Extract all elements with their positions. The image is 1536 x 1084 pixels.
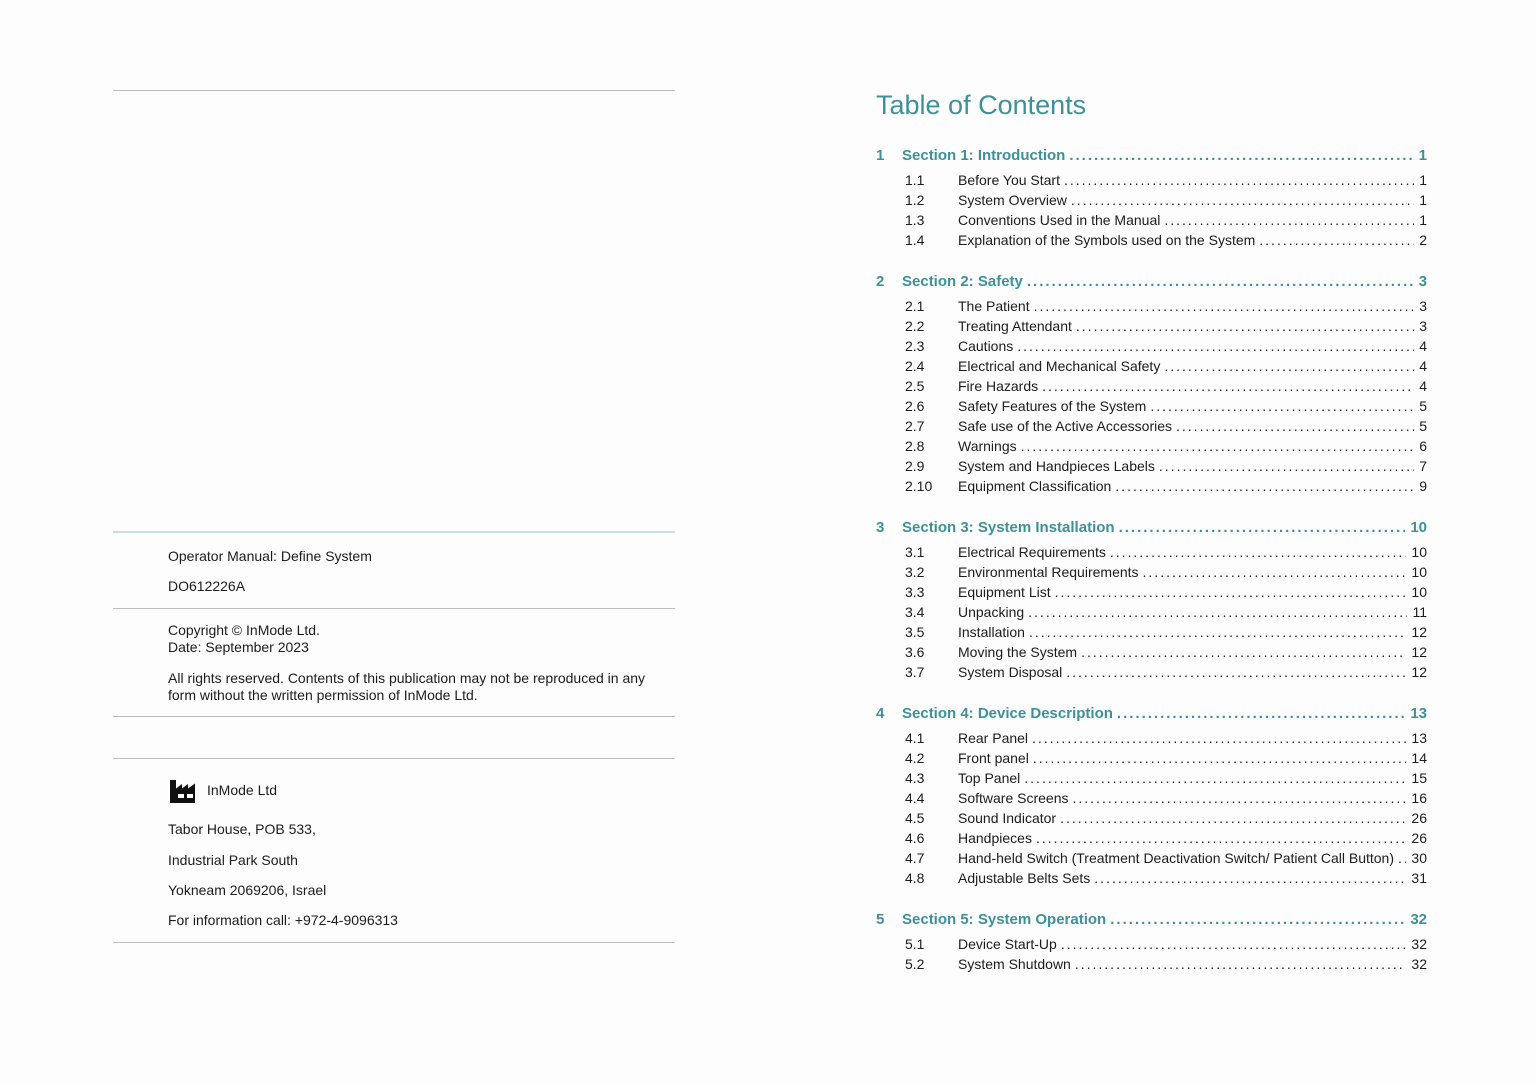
dot-leader <box>1150 396 1414 416</box>
toc-item-page: 4 <box>1419 338 1427 354</box>
toc-item-title: Explanation of the Symbols used on the System <box>958 232 1256 248</box>
dot-leader <box>1036 828 1406 848</box>
toc-item-page: 12 <box>1411 664 1427 680</box>
toc-section-page: 10 <box>1410 519 1427 536</box>
toc-item-title: Handpieces <box>958 830 1032 846</box>
separator-line <box>113 716 675 717</box>
manual-title: Operator Manual: Define System <box>168 548 372 564</box>
toc-item-title: Rear Panel <box>958 730 1029 746</box>
toc-item-entry[interactable] <box>876 210 1427 230</box>
dot-leader <box>1117 704 1405 724</box>
toc-item-page: 5 <box>1419 418 1427 434</box>
toc-item-page: 32 <box>1411 956 1427 972</box>
toc-item-entry[interactable] <box>876 336 1427 356</box>
toc-item-number: 3.2 <box>905 564 925 580</box>
toc-item-entry[interactable] <box>876 296 1427 316</box>
toc-section-number: 2 <box>876 273 885 290</box>
toc-item-page: 32 <box>1411 936 1427 952</box>
toc-item-title: The Patient <box>958 298 1030 314</box>
dot-leader <box>1029 622 1406 642</box>
toc-item-entry[interactable] <box>876 170 1427 190</box>
toc-item-title: Front panel <box>958 750 1029 766</box>
toc-item-title: Safe use of the Active Accessories <box>958 418 1173 434</box>
dot-leader <box>1259 230 1414 250</box>
dot-leader <box>1033 748 1407 768</box>
toc-item-entry[interactable] <box>876 768 1427 788</box>
toc-item-title: Equipment Classification <box>958 478 1112 494</box>
separator-line <box>113 942 675 943</box>
toc-item-number: 2.1 <box>905 298 925 314</box>
toc-item-entry[interactable] <box>876 542 1427 562</box>
toc-item-number: 4.6 <box>905 830 925 846</box>
toc-item-title: Conventions Used in the Manual <box>958 212 1161 228</box>
date-line: Date: September 2023 <box>168 639 309 655</box>
toc-item-entry[interactable] <box>876 662 1427 682</box>
toc-item-entry[interactable] <box>876 934 1427 954</box>
toc-item-number: 3.7 <box>905 664 925 680</box>
dot-leader <box>1110 910 1405 930</box>
toc-item-number: 2.2 <box>905 318 925 334</box>
toc-section-entry[interactable] <box>876 704 1427 724</box>
cover-info-page <box>113 0 675 1084</box>
toc-item-page: 12 <box>1411 624 1427 640</box>
copyright-line: Copyright © InMode Ltd. <box>168 622 320 638</box>
toc-section-title: Section 5: System Operation <box>902 911 1107 928</box>
toc-item-number: 2.10 <box>905 478 933 494</box>
toc-section-title: Section 3: System Installation <box>902 519 1115 536</box>
toc-item-title: Environmental Requirements <box>958 564 1139 580</box>
toc-item-entry[interactable] <box>876 562 1427 582</box>
toc-section-number: 1 <box>876 147 885 164</box>
toc-item-page: 4 <box>1419 358 1427 374</box>
toc-item-number: 2.7 <box>905 418 925 434</box>
toc-item-number: 4.2 <box>905 750 925 766</box>
dot-leader <box>1119 518 1406 538</box>
toc-item-entry[interactable] <box>876 868 1427 888</box>
separator-line <box>113 758 675 759</box>
toc-item-page: 9 <box>1419 478 1427 494</box>
toc-item-entry[interactable] <box>876 748 1427 768</box>
toc-item-page: 16 <box>1411 790 1427 806</box>
dot-leader <box>1076 316 1414 336</box>
toc-section <box>876 704 1427 888</box>
toc-item-number: 3.3 <box>905 584 925 600</box>
toc-item-page: 10 <box>1411 544 1427 560</box>
dot-leader <box>1027 272 1414 292</box>
toc-section-page: 13 <box>1410 705 1427 722</box>
toc-item-entry[interactable] <box>876 190 1427 210</box>
toc-item-number: 4.8 <box>905 870 925 886</box>
dot-leader <box>1073 788 1407 808</box>
toc-item-page: 11 <box>1412 604 1427 620</box>
toc-item-title: Cautions <box>958 338 1014 354</box>
toc-item-title: Installation <box>958 624 1025 640</box>
dot-leader <box>1055 582 1407 602</box>
toc-item-number: 1.1 <box>905 172 925 188</box>
toc-item-entry[interactable] <box>876 356 1427 376</box>
toc-item-page: 13 <box>1411 730 1427 746</box>
dot-leader <box>1075 954 1407 974</box>
toc-item-number: 2.3 <box>905 338 925 354</box>
dot-leader <box>1159 456 1414 476</box>
toc-item-entry[interactable] <box>876 808 1427 828</box>
dot-leader <box>1042 376 1414 396</box>
toc-section <box>876 518 1427 682</box>
manufacturer-row <box>168 777 277 803</box>
separator-line <box>113 90 675 91</box>
toc-section-entry[interactable] <box>876 146 1427 166</box>
rights-paragraph: All rights reserved. Contents of this publication may not be reproduced in any form without the written permission of InMode Ltd. <box>168 670 646 703</box>
toc-item-title: Electrical and Mechanical Safety <box>958 358 1161 374</box>
toc-item-page: 30 <box>1411 850 1427 866</box>
toc-item-entry[interactable] <box>876 622 1427 642</box>
dot-leader <box>1028 602 1407 622</box>
dot-leader <box>1017 336 1414 356</box>
toc-item-title: System and Handpieces Labels <box>958 458 1155 474</box>
toc-item-page: 5 <box>1419 398 1427 414</box>
dot-leader <box>1094 868 1406 888</box>
toc-title: Table of Contents <box>876 90 1087 120</box>
dot-leader <box>1398 848 1406 868</box>
toc-item-title: Equipment List <box>958 584 1051 600</box>
toc-item-page: 31 <box>1411 870 1427 886</box>
toc-item-title: Top Panel <box>958 770 1021 786</box>
toc-item-number: 2.4 <box>905 358 925 374</box>
toc-item-page: 6 <box>1419 438 1427 454</box>
toc-page <box>876 0 1427 1084</box>
toc-item-page: 1 <box>1419 192 1427 208</box>
toc-item-number: 1.3 <box>905 212 925 228</box>
toc-item-number: 5.1 <box>905 936 925 952</box>
toc-section <box>876 272 1427 496</box>
toc-section-items <box>876 934 1427 974</box>
toc-item-title: Adjustable Belts Sets <box>958 870 1091 886</box>
dot-leader <box>1064 170 1414 190</box>
toc-item-number: 4.3 <box>905 770 925 786</box>
dot-leader <box>1164 356 1414 376</box>
address-line-3: Yokneam 2069206, Israel <box>168 882 327 898</box>
toc-section <box>876 910 1427 974</box>
toc-item-page: 2 <box>1419 232 1427 248</box>
toc-item-number: 5.2 <box>905 956 925 972</box>
dot-leader <box>1034 296 1415 316</box>
toc-item-entry[interactable] <box>876 602 1427 622</box>
dot-leader <box>1021 436 1415 456</box>
toc-item-title: System Overview <box>958 192 1067 208</box>
dot-leader <box>1143 562 1407 582</box>
dot-leader <box>1164 210 1414 230</box>
toc-item-page: 10 <box>1411 584 1427 600</box>
toc-item-title: Hand-held Switch (Treatment Deactivation Switch/ Patient Call Button) <box>958 850 1395 866</box>
toc-item-entry[interactable] <box>876 416 1427 436</box>
toc-item-number: 3.6 <box>905 644 925 660</box>
toc-item-number: 3.1 <box>905 544 925 560</box>
toc-item-page: 3 <box>1419 318 1427 334</box>
toc-item-title: Warnings <box>958 438 1017 454</box>
toc-section-entry[interactable] <box>876 518 1427 538</box>
dot-leader <box>1110 542 1407 562</box>
dot-leader <box>1176 416 1414 436</box>
toc-item-entry[interactable] <box>876 376 1427 396</box>
toc-section-entry[interactable] <box>876 910 1427 930</box>
phone-line: For information call: +972-4-9096313 <box>168 912 398 928</box>
toc-section-number: 4 <box>876 705 885 722</box>
toc-item-page: 1 <box>1419 212 1427 228</box>
toc-item-page: 1 <box>1419 172 1427 188</box>
toc-section <box>876 146 1427 250</box>
toc-item-number: 2.5 <box>905 378 925 394</box>
toc-item-number: 1.4 <box>905 232 925 248</box>
copyright-block <box>168 622 320 656</box>
toc-section-page: 32 <box>1410 911 1427 928</box>
toc-item-page: 7 <box>1419 458 1427 474</box>
toc-item-title: Unpacking <box>958 604 1025 620</box>
toc-item-page: 10 <box>1411 564 1427 580</box>
toc-item-title: Sound Indicator <box>958 810 1057 826</box>
toc-item-title: Safety Features of the System <box>958 398 1147 414</box>
toc-item-page: 26 <box>1411 830 1427 846</box>
toc-item-number: 2.8 <box>905 438 925 454</box>
toc-section-items <box>876 170 1427 250</box>
toc-item-title: Electrical Requirements <box>958 544 1106 560</box>
separator-line-blue <box>113 531 675 533</box>
toc-section-title: Section 2: Safety <box>902 273 1023 290</box>
toc-item-entry[interactable] <box>876 848 1427 868</box>
toc-item-title: Device Start-Up <box>958 936 1057 952</box>
toc-section-page: 1 <box>1418 147 1427 164</box>
toc-item-page: 4 <box>1419 378 1427 394</box>
toc-section-page: 3 <box>1418 273 1427 290</box>
toc-item-number: 4.7 <box>905 850 925 866</box>
toc-item-number: 4.1 <box>905 730 925 746</box>
toc-section-number: 3 <box>876 519 885 536</box>
toc-item-title: Treating Attendant <box>958 318 1072 334</box>
toc-item-number: 2.9 <box>905 458 925 474</box>
toc-item-page: 15 <box>1411 770 1427 786</box>
toc-item-page: 3 <box>1419 298 1427 314</box>
separator-line <box>113 608 675 609</box>
toc-item-entry[interactable] <box>876 396 1427 416</box>
toc-item-title: System Shutdown <box>958 956 1071 972</box>
toc-item-entry[interactable] <box>876 230 1427 250</box>
toc-item-title: Moving the System <box>958 644 1078 660</box>
toc-section-items <box>876 728 1427 888</box>
toc-item-entry[interactable] <box>876 642 1427 662</box>
dot-leader <box>1071 190 1414 210</box>
toc-item-entry[interactable] <box>876 728 1427 748</box>
toc-section-title: Section 1: Introduction <box>902 147 1066 164</box>
dot-leader <box>1032 728 1406 748</box>
toc-item-entry[interactable] <box>876 476 1427 496</box>
toc-item-entry[interactable] <box>876 582 1427 602</box>
address-line-1: Tabor House, POB 533, <box>168 821 316 837</box>
toc-item-entry[interactable] <box>876 954 1427 974</box>
toc-item-number: 3.5 <box>905 624 925 640</box>
toc-item-entry[interactable] <box>876 316 1427 336</box>
document-number: DO612226A <box>168 578 246 594</box>
factory-icon <box>168 777 197 803</box>
toc-item-number: 4.4 <box>905 790 925 806</box>
toc-item-number: 2.6 <box>905 398 925 414</box>
manufacturer-name: InMode Ltd <box>207 782 278 798</box>
toc-item-title: Software Screens <box>958 790 1069 806</box>
toc-item-title: Before You Start <box>958 172 1060 188</box>
toc-item-entry[interactable] <box>876 456 1427 476</box>
toc-item-entry[interactable] <box>876 828 1427 848</box>
toc-item-number: 4.5 <box>905 810 925 826</box>
toc-section-number: 5 <box>876 911 885 928</box>
dot-leader <box>1061 934 1407 954</box>
dot-leader <box>1115 476 1414 496</box>
toc-sections <box>876 146 1427 974</box>
dot-leader <box>1066 662 1406 682</box>
dot-leader <box>1081 642 1406 662</box>
toc-item-title: Fire Hazards <box>958 378 1039 394</box>
address-line-2: Industrial Park South <box>168 852 298 868</box>
toc-item-page: 12 <box>1411 644 1427 660</box>
toc-item-page: 26 <box>1411 810 1427 826</box>
toc-item-number: 1.2 <box>905 192 925 208</box>
dot-leader <box>1060 808 1406 828</box>
toc-item-title: System Disposal <box>958 664 1063 680</box>
toc-item-entry[interactable] <box>876 788 1427 808</box>
dot-leader <box>1024 768 1406 788</box>
toc-item-number: 3.4 <box>905 604 925 620</box>
toc-item-page: 14 <box>1411 750 1427 766</box>
toc-section-entry[interactable] <box>876 272 1427 292</box>
toc-section-items <box>876 296 1427 496</box>
toc-section-items <box>876 542 1427 682</box>
toc-section-title: Section 4: Device Description <box>902 705 1113 722</box>
dot-leader <box>1069 146 1413 166</box>
toc-item-entry[interactable] <box>876 436 1427 456</box>
